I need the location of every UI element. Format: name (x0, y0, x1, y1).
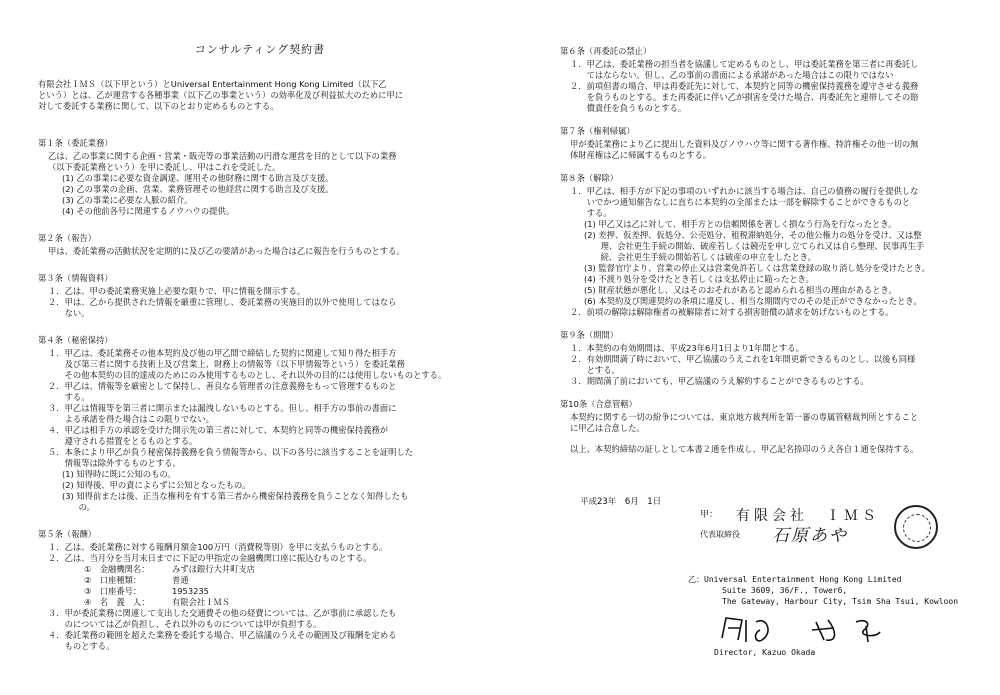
article-4-item: (2) 知得後、甲の責によらずに公知となったもの。 (62, 480, 251, 490)
article-4-line: する。 (48, 392, 90, 402)
director-name: Director, Kazuo Okada (714, 648, 816, 657)
party-koh-signature (636, 505, 976, 565)
article-10-heading: 第10条（合意管轄） (560, 399, 637, 409)
article-5-line: ２．乙は、当月分を当月末日までに下記の甲指定の金融機関口座に振込むものとする。 (48, 553, 372, 563)
article-5-line: ４．委託業務の範囲を超えた業務を委託する場合、甲乙協議のうえその範囲及び報酬を定める (48, 630, 397, 640)
bank-row (38, 586, 482, 597)
article-9-heading: 第９条（期間） (560, 330, 619, 340)
article-4-item: の。 (62, 502, 95, 512)
article-1-item: (1) 乙の事業に必要な資金調達、運用その他財務に関する助言及び支援。 (62, 173, 334, 183)
article-1-heading: 第１条（委託業務） (38, 138, 113, 148)
intro-line: 対して委託する業務に関して、以下のとおり定めるものとする。 (38, 101, 279, 111)
article-8-line: １．甲乙は、相手方が下記の事項のいずれかに該当する場合は、自己の債務の履行を提供しな (570, 186, 919, 196)
article-5-line: のについては乙が負担し、それ以外のものについては甲が負担する。 (48, 619, 322, 629)
bank-label: ④ 名 義 人： (84, 597, 150, 607)
intro-paragraph (38, 79, 482, 112)
article-8-line: する。 (570, 208, 612, 218)
closing-statement: 以上、本契約締結の証しとして本書２通を作成し、甲乙記名捺印のうえ各自１通を保持する。 (570, 444, 919, 454)
article-4-line: 及び第三者に関する技術上及び営業上、財務上の情報等（以下甲情報等という）を委託業務 (48, 359, 405, 369)
article-6-line: １．甲乙は、委託業務の担当者を協議して定めるものとし、甲は委託業務を第三者に再委託し (570, 59, 919, 69)
party-koh-title: 代表取締役 (700, 530, 740, 539)
article-8-heading: 第８条（解除） (560, 173, 619, 183)
article-3-line: ない。 (48, 308, 90, 318)
article-7-line: 体財産権は乙に帰属するものとする。 (570, 150, 712, 160)
article-9-line: とする。 (570, 365, 620, 375)
article-6-heading: 第６条（再委託の禁止） (560, 46, 652, 56)
article-8-item: (1) 甲乙又は乙に対して、相手方との信頼関係を著しく損なう行為を行なったとき。 (584, 219, 897, 229)
article-8-item: (3) 監督官庁より、営業の停止又は営業免許若しくは営業登録の取り消し処分を受けたとき。 (584, 263, 930, 273)
article-4-item: (1) 知得時に既に公知のもの。 (62, 469, 176, 479)
bank-value: 普通 (172, 575, 189, 585)
article-3-line: １．乙は、甲の委託業務実施上必要な限りで、甲に情報を開示する。 (48, 286, 306, 296)
article-8-line: いでかつ通知催告なしに直ちに本契約の全部または一部を解除することができるものと (570, 197, 911, 207)
bank-label: ① 金融機関名： (84, 564, 150, 574)
article-4-line: １．甲乙は、委託業務その他本契約及び他の甲乙間で締結した契約に関連して知り得た相手方 (48, 348, 397, 358)
otsu-line: The Gateway, Harbour City, Tsim Sha Tsui, Kowloon (722, 597, 959, 606)
article-5-heading: 第５条（報酬） (38, 529, 97, 539)
document-title: コンサルティング契約書 (194, 44, 326, 55)
article-4-line: 遵守される措置をとるものとする。 (48, 436, 198, 446)
article-5-line: ３．甲が委託業務に関連して支出した交通費その他の経費については、乙が事前に承認したも (48, 608, 397, 618)
article-6-line: を負うものとする。また再委託に伴い乙が損害を受けた場合、再委託先と連帯してその賠 (570, 92, 919, 102)
handwritten-signature (716, 612, 896, 646)
intro-line: という）とは、乙が運営する各種事業（以下乙の事業という）の効率化及び利益拡大のために甲に (38, 90, 404, 100)
article-4-line: ５．本条により甲乙が負う秘密保持義務を負う情報等から、以下の各号に該当することを証明した (48, 447, 414, 457)
article-9-line: １．本契約の有効期間は、平成23年6月1日より1年間とする。 (570, 343, 804, 353)
company-seal-icon (894, 505, 938, 549)
article-5-line: ものとする。 (48, 641, 115, 651)
article-5-line: １．乙は、委託業務に対する報酬月額金100万円（消費税等別）を甲に支払うものとする。 (48, 542, 388, 552)
article-10-line: 本契約に関する一切の紛争については、東京地方裁判所を第一審の専属管轄裁判所とすること (570, 412, 919, 422)
article-4-line: ３．甲乙は情報等を第三者に開示または漏洩しないものとする。但し、相手方の事前の書面に (48, 403, 397, 413)
article-10-line: に甲乙は合意した。 (570, 423, 645, 433)
article-1-line: （以下委託業務という）を甲に委託し、甲はこれを受託した。 (48, 162, 281, 172)
article-4-line: ２．甲乙は、情報等を厳密として保持し、善良なる管理者の注意義務をもって管理するものと (48, 381, 397, 391)
article-7-heading: 第７条（権利帰属） (560, 126, 635, 136)
article-6-line: てはならない。但し、乙の事前の書面による承諾があった場合はこの限りではない (570, 70, 894, 80)
otsu-line: 乙：Universal Entertainment Hong Kong Limited (688, 575, 902, 584)
party-koh-company: 有限会社 ＩＭＳ (736, 508, 880, 524)
otsu-line: Suite 3609, 36/F., Tower6, (722, 586, 848, 595)
article-3-heading: 第３条（情報資料） (38, 273, 113, 283)
article-9-line: ２．有効期間満了時において、甲乙協議のうえこれを1年間更新できるものとし、以後も同様 (570, 354, 916, 364)
article-8-item: (5) 財産状態が悪化し、又はそのおそれがあると認められる相当の理由があるとき。 (584, 285, 897, 295)
contract-date: 平成23年 6月 1日 (580, 497, 662, 507)
article-4-item: (3) 知得前または後、正当な権利を有する第三者から機密保持義務を負うことなく知得したも (62, 491, 409, 501)
article-4-line: ４．甲乙は相手方の承認を受けた開示先の第三者に対して、本契約と同等の機密保持義務が (48, 425, 389, 435)
party-koh-name: 石原あや (772, 526, 848, 546)
party-otsu-address (688, 574, 958, 607)
article-8-item: (2) 差押、仮差押、仮処分、公売処分、租税滞納処分、その他公権力の処分を受け、又は整 (584, 230, 922, 240)
article-4-line: よる承諾を得た場合はこの限りでない。 (48, 414, 214, 424)
bank-row (38, 597, 482, 608)
bank-value: みずほ銀行大井町支店 (172, 564, 255, 574)
article-1-line: 乙は、乙の事業に関する企画・営業・販売等の事業活動の円滑な運営を目的として以下の業務 (48, 151, 397, 161)
article-4-line: その他本契約の目的達成のためにのみ使用するものとし、それ以外の目的には使用しないものとする。 (48, 370, 447, 380)
article-6-line: 償責任を負うものとする。 (570, 103, 687, 113)
article-1-item: (2) 乙の事業の企画、営業、業務管理その他経営に関する助言及び支援。 (62, 184, 334, 194)
bank-label: ③ 口座番号： (84, 586, 142, 596)
party-koh-label: 甲： (700, 510, 719, 520)
article-8-item: 続、会社更生手続の開始若しくは破産の申立をしたとき。 (584, 252, 816, 262)
article-3-line: ２．甲は、乙から提供された情報を厳重に管理し、委託業務の実施目的以外で使用してはなら (48, 297, 397, 307)
article-1-item: (4) その他前各号に関連するノウハウの提供。 (62, 206, 235, 216)
article-8-item: (6) 本契約及び関連契約の条項に違反し、相当な期間内でのその是正ができなかったとき。 (584, 296, 922, 306)
article-4-heading: 第４条（秘密保持） (38, 335, 113, 345)
bank-row (38, 564, 482, 575)
article-8-item: 理、会社更生手続の開始、破産若しくは競売を申し立てられ又は自ら整理、民事再生手 (584, 241, 925, 251)
article-8-item: (4) 不渡り処分を受けたとき若しくは支払停止に陥ったとき。 (584, 274, 814, 284)
bank-row (38, 575, 482, 586)
bank-value: 有限会社ＩＭＳ (172, 597, 231, 607)
article-6-line: ２．前項但書の場合、甲は再委託先に対して、本契約と同等の機密保持義務を遵守させる義務 (570, 81, 919, 91)
bank-label: ② 口座種類： (84, 575, 142, 585)
article-1-item: (3) 乙の事業に必要な人脈の紹介。 (62, 195, 193, 205)
intro-line: 有限会社ＩＭＳ（以下甲という）とUniversal Entertainment Hong Kong Limited（以下乙 (38, 79, 387, 89)
article-9-line: ３．期間満了前においても、甲乙協議のうえ解約することができるものとする。 (570, 376, 869, 386)
article-7-line: 甲が委託業務により乙に提出した資料及びノウハウ等に関する著作権、特許権その他一切の無 (570, 139, 919, 149)
article-4-line: 情報等は除外するものとする。 (48, 458, 181, 468)
article-8-line: ２．前項の解除は解除権者の被解除者に対する損害賠償の請求を妨げないものとする。 (570, 307, 894, 317)
bank-value: 1953235 (172, 586, 209, 596)
article-2-heading: 第２条（報告） (38, 233, 97, 243)
article-2-line: 甲は、委託業務の活動状況を定期的に及び乙の要請があった場合は乙に報告を行うものとする。 (48, 246, 405, 256)
